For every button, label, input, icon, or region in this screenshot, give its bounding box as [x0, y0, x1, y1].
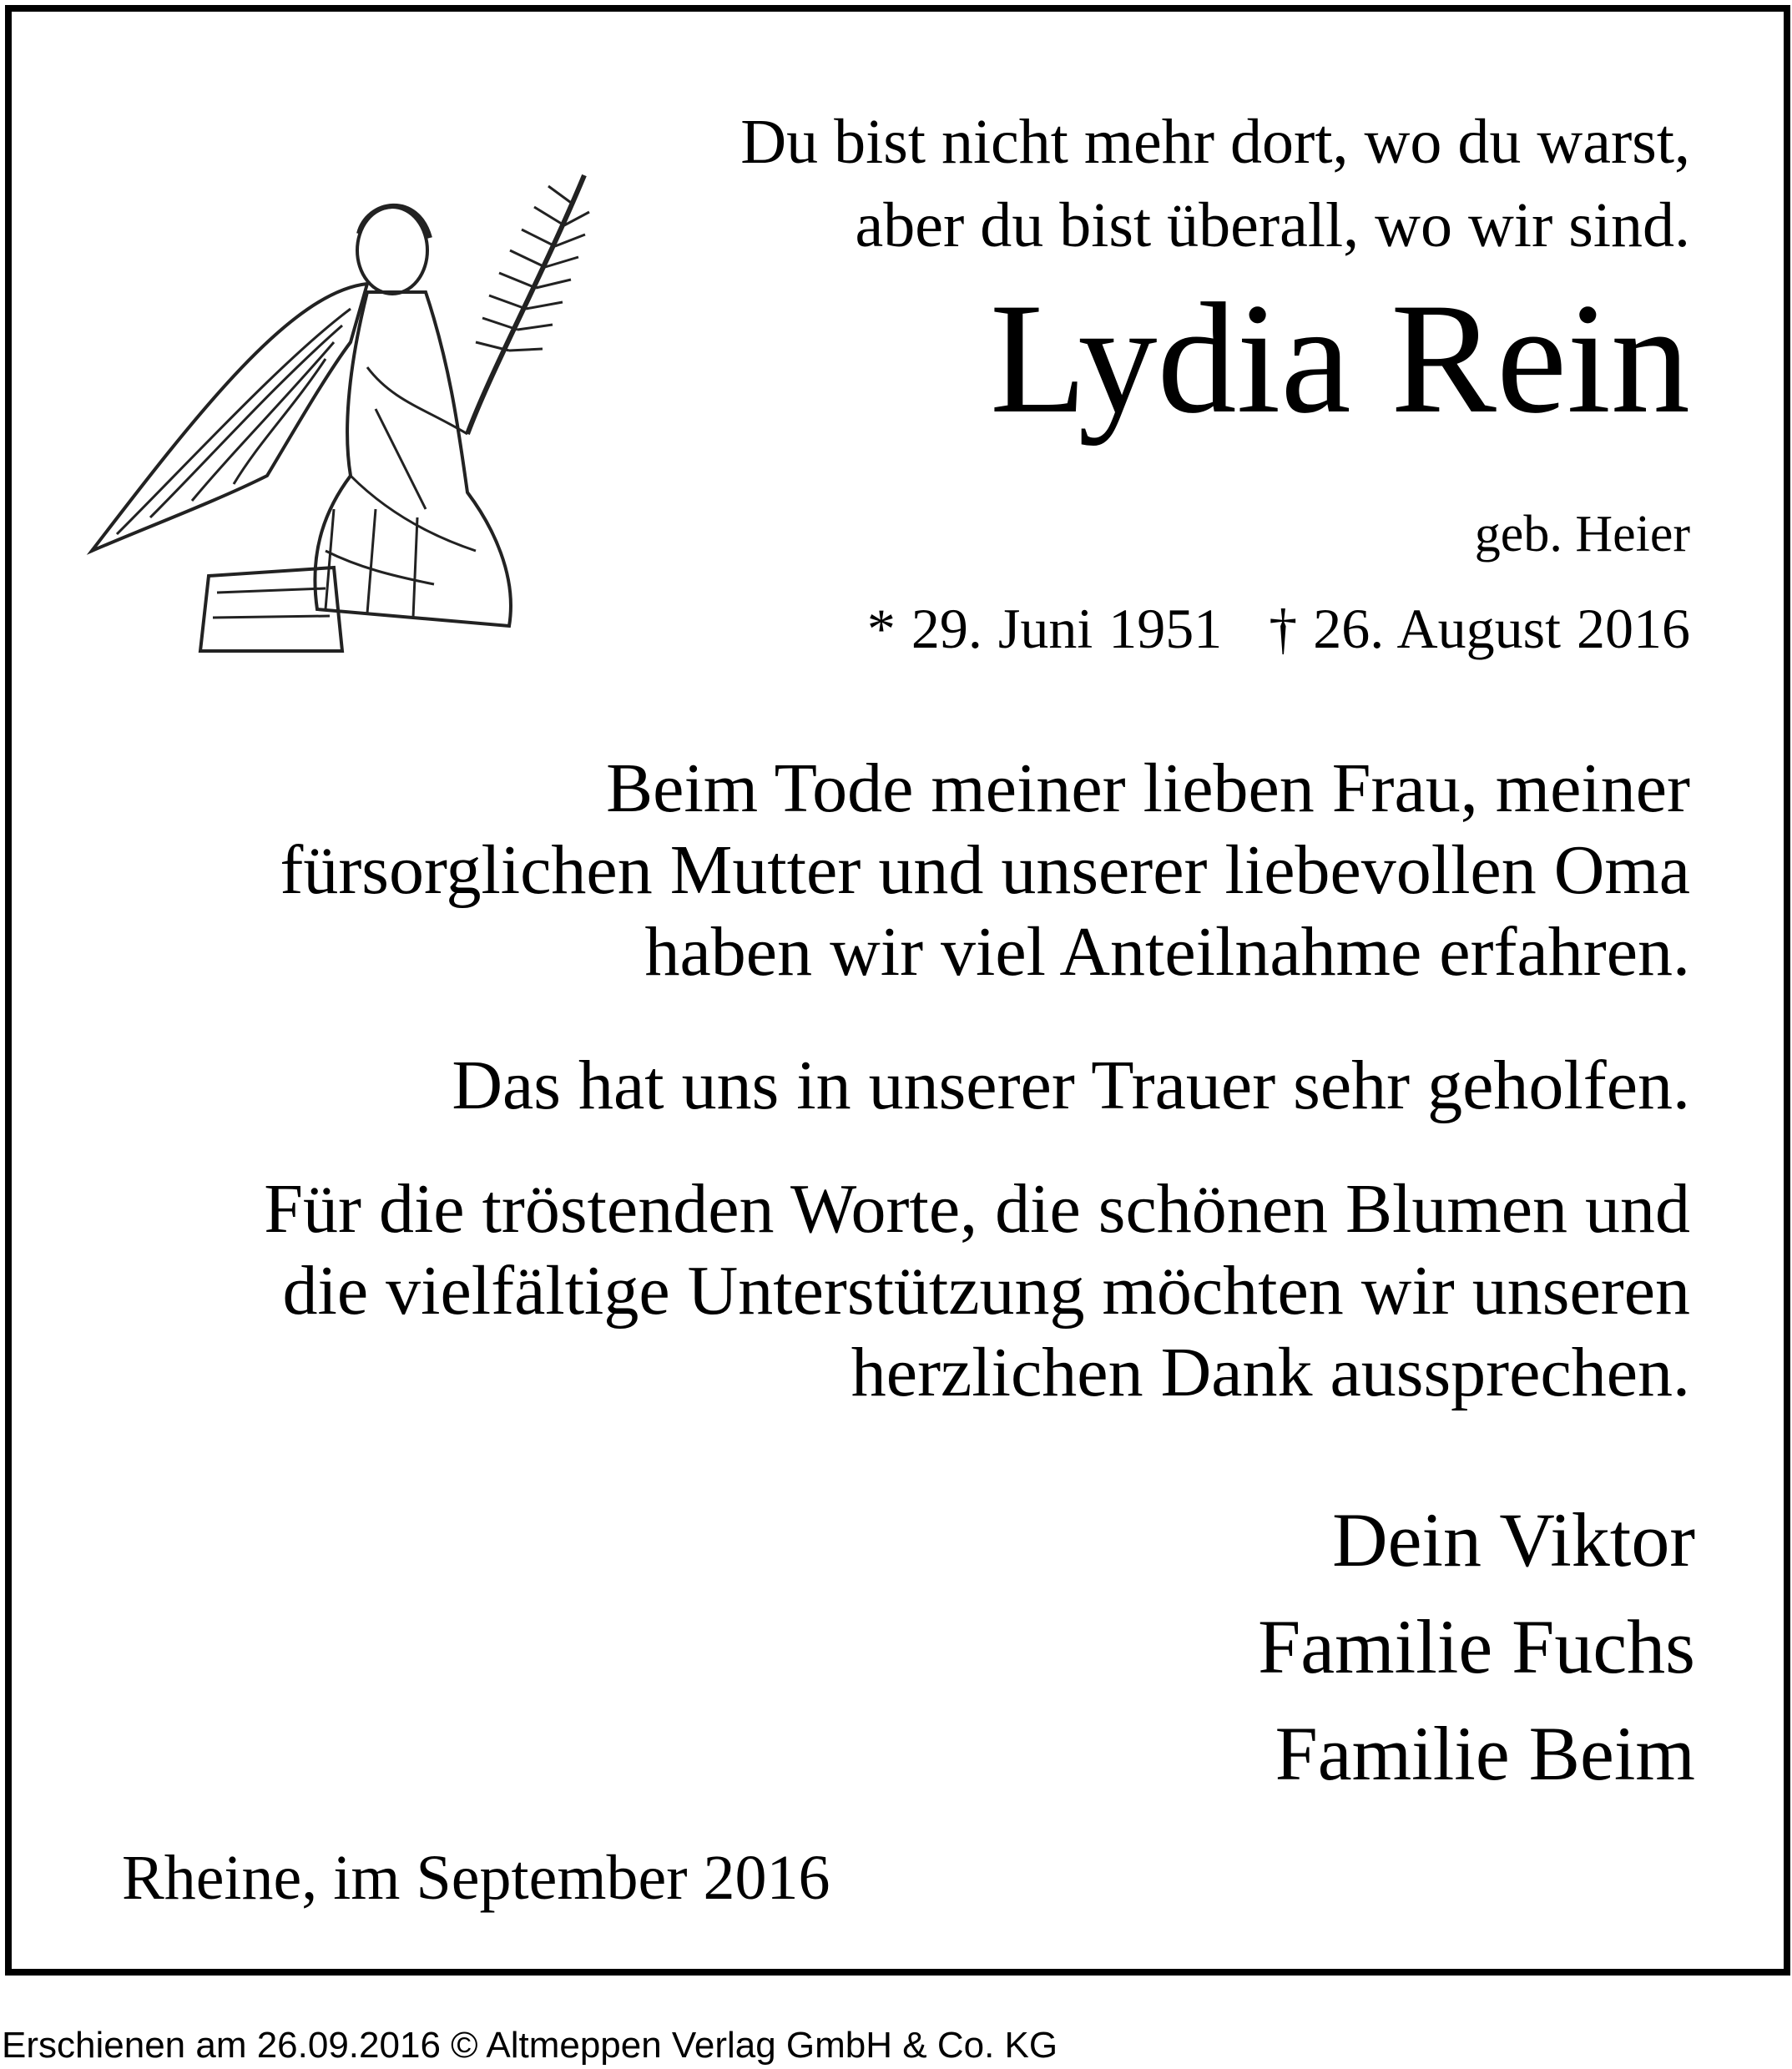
signature: Familie Fuchs: [1258, 1604, 1695, 1689]
signature: Familie Beim: [1275, 1711, 1695, 1796]
text-line: herzlichen Dank aussprechen.: [851, 1334, 1690, 1411]
text-line: fürsorglichen Mutter und unserer liebevollen Oma: [280, 831, 1690, 909]
birth-name: geb. Heier: [1474, 506, 1690, 563]
birth-date: * 29. Juni 1951: [866, 597, 1223, 660]
death-date: † 26. August 2016: [1269, 597, 1690, 660]
angel-illustration: [75, 159, 609, 659]
thanks-paragraph-3: [264, 1168, 1690, 1414]
motto: [740, 100, 1690, 267]
text-line: Das hat uns in unserer Trauer sehr geholfen.: [452, 1047, 1690, 1124]
life-dates: [867, 591, 1690, 666]
publication-credit: Erschienen am 26.09.2016 © Altmeppen Verlag GmbH & Co. KG: [2, 2025, 1058, 2066]
text-line: die vielfältige Unterstützung möchten wir unseren: [282, 1252, 1690, 1330]
signature: Dein Viktor: [1332, 1497, 1695, 1582]
deceased-name: Lydia Rein: [989, 271, 1690, 447]
motto-line: Du bist nicht mehr dort, wo du warst,: [740, 107, 1690, 177]
motto-line: aber du bist überall, wo wir sind.: [855, 190, 1690, 260]
text-line: haben wir viel Anteilnahme erfahren.: [644, 913, 1690, 991]
text-line: Für die tröstenden Worte, die schönen Blumen und: [264, 1170, 1690, 1248]
text-line: Beim Tode meiner lieben Frau, meiner: [606, 749, 1690, 827]
thanks-paragraph-1: [280, 748, 1690, 993]
place-date: Rheine, im September 2016: [122, 1843, 830, 1913]
thanks-paragraph-2: [452, 1045, 1690, 1127]
